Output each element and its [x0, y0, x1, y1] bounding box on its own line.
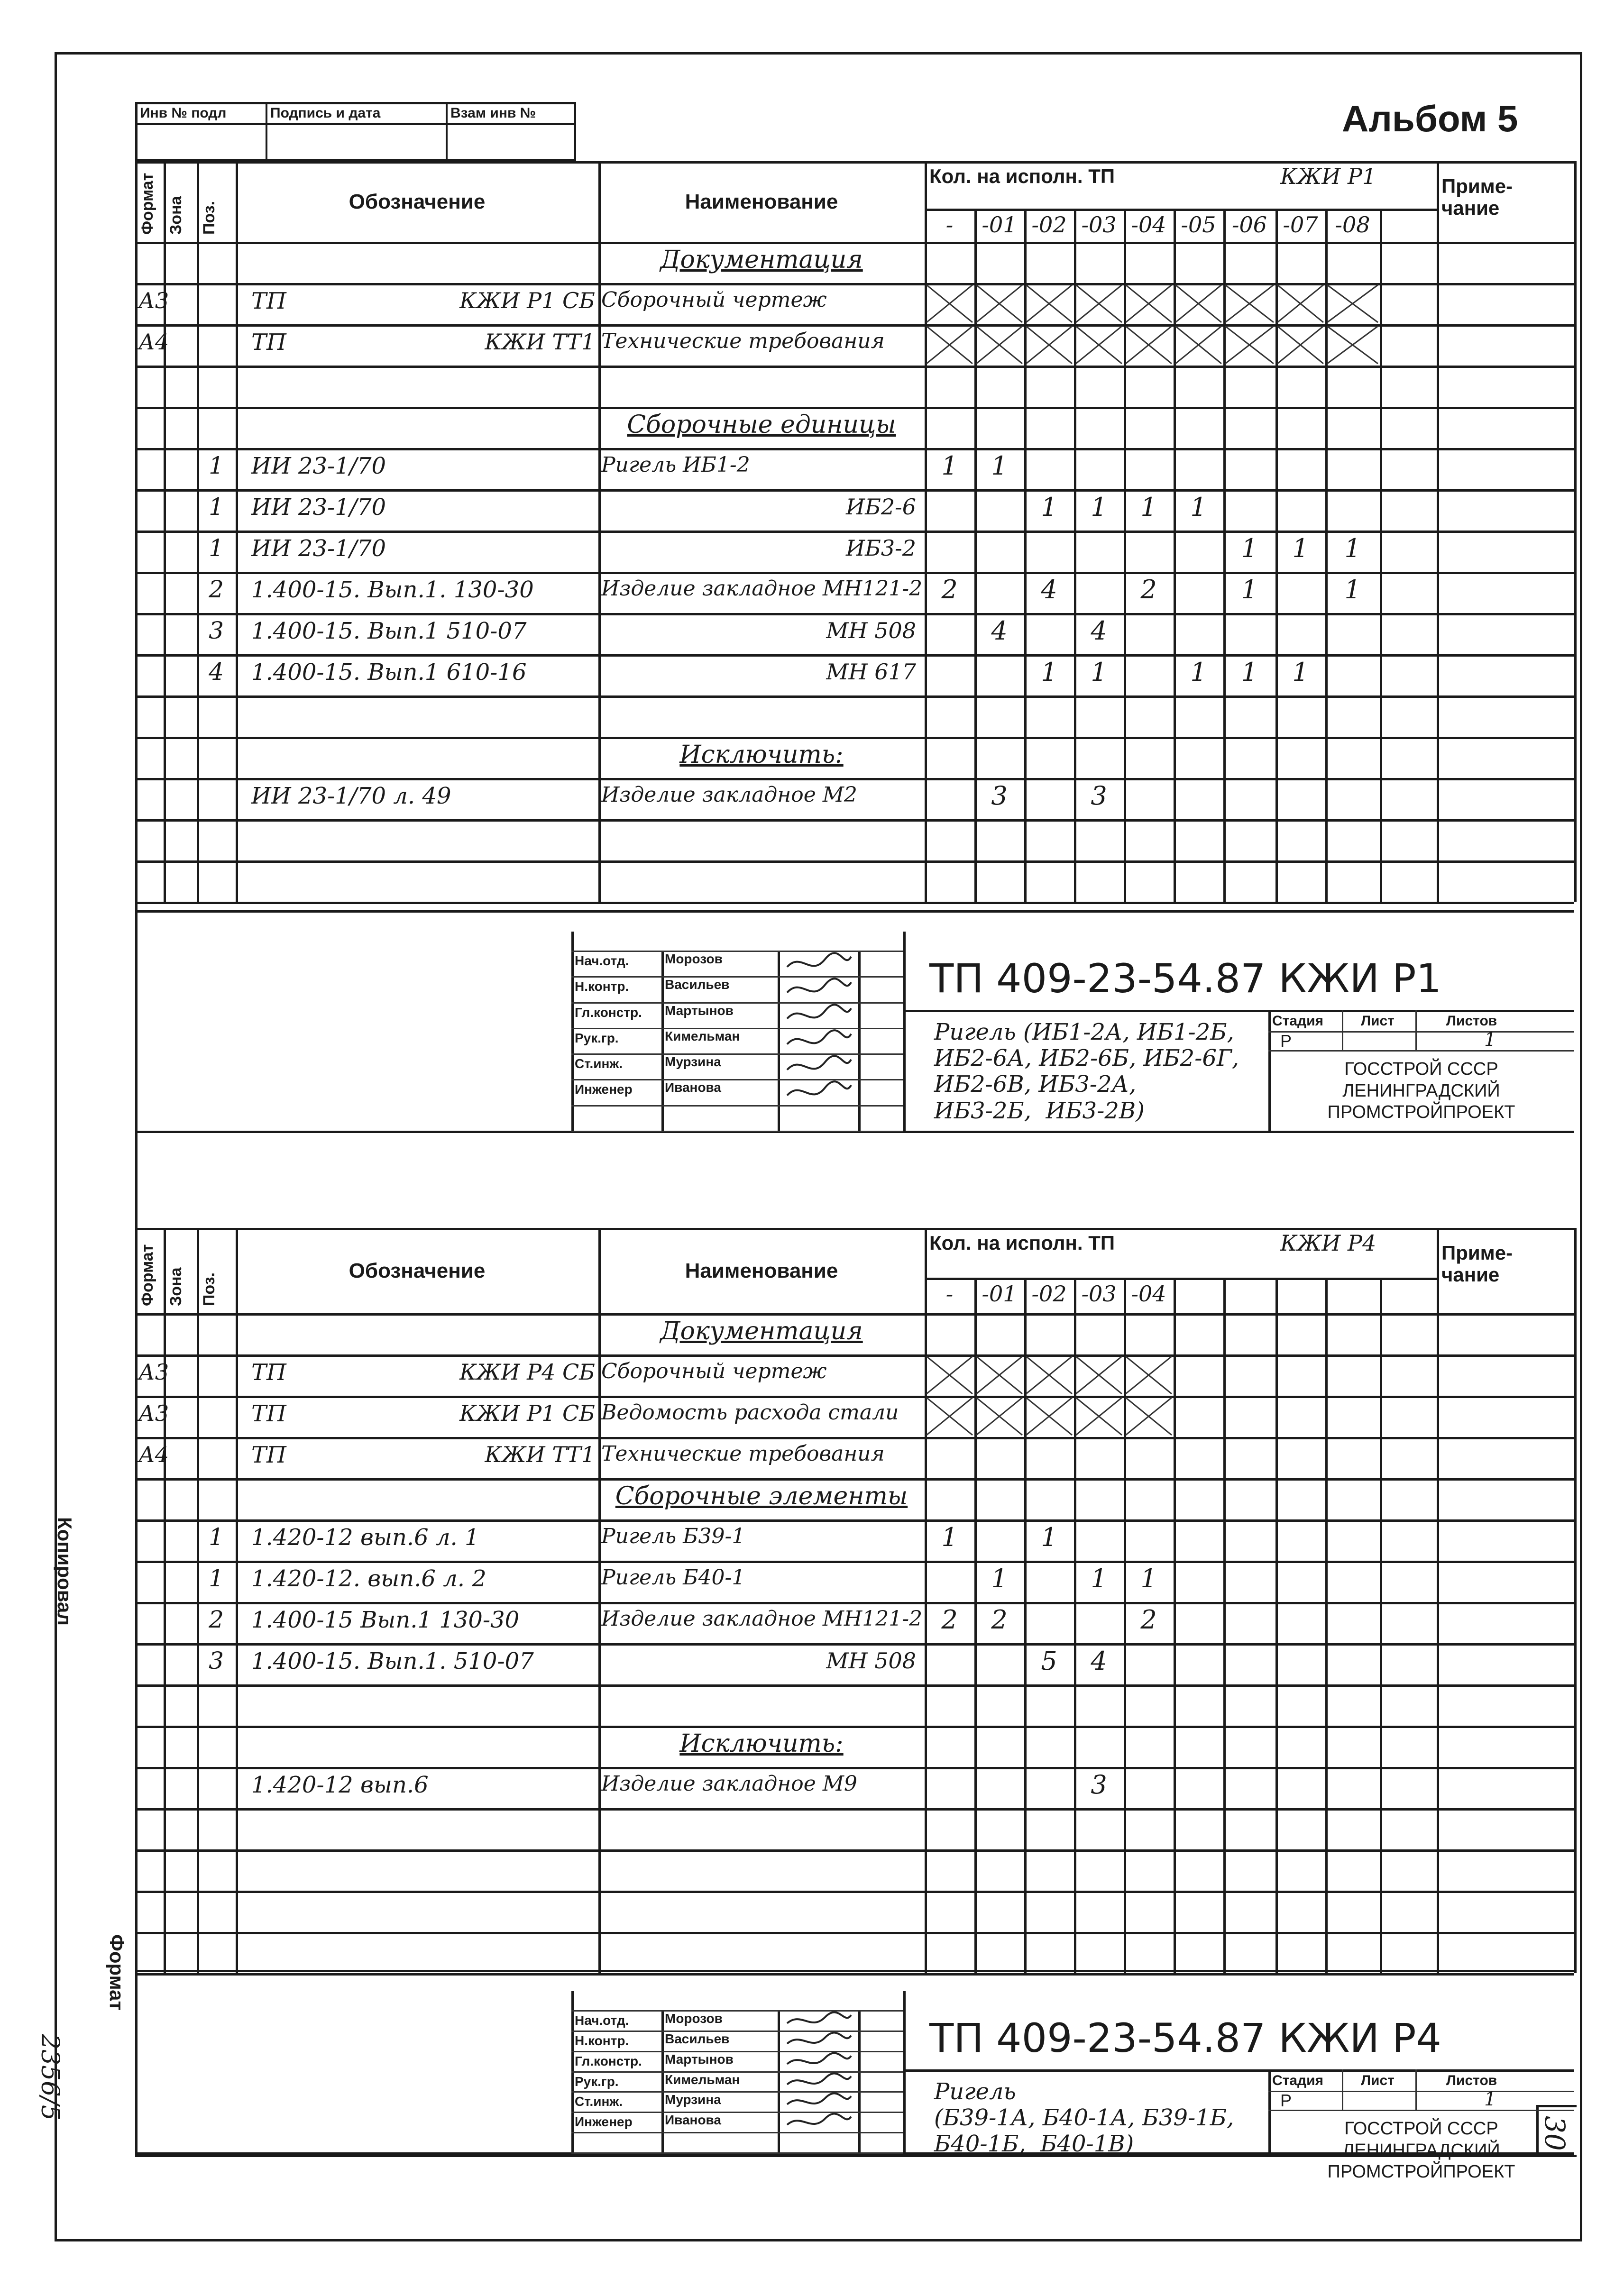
col-format-header: Формат [138, 1244, 156, 1306]
qty-doc: КЖИ Р1 [1280, 164, 1376, 189]
spec-row-line [135, 407, 1574, 409]
row-pos: 2 [209, 576, 224, 603]
crossed-cell [1074, 283, 1124, 324]
spec-col-line [1574, 161, 1577, 902]
spec-col-line [164, 1228, 166, 1973]
qty-cell: 1 [1292, 533, 1309, 563]
qty-cell: 1 [1041, 1522, 1057, 1552]
stamp-line [903, 932, 906, 1131]
row-pos: 1 [209, 452, 224, 479]
section-heading: Сборочные элементы [615, 1482, 908, 1510]
row-name: ИБ2-6 [846, 494, 916, 520]
row-name: Технические требования [601, 1442, 885, 1466]
row-designation-suffix: КЖИ ТТ1 [485, 329, 595, 355]
drawing-title: Ригель (Б39-1А, Б40-1А, Б39-1Б, Б40-1Б, Б40-1В) [934, 2078, 1234, 2158]
stamp-role: Рук.гр. [575, 2074, 619, 2089]
crossed-cell [1275, 283, 1325, 324]
sheets-label: Листов [1446, 1013, 1497, 1029]
qty-cell: 1 [1140, 492, 1157, 522]
stage-label: Стадия [1272, 2073, 1324, 2088]
stamp-person: Мартынов [665, 1003, 734, 1018]
col-name-header: Наименование [685, 1259, 838, 1282]
stamp-line [903, 2069, 1574, 2072]
signature [782, 2011, 853, 2030]
spec-row-line [135, 613, 1574, 615]
row-designation: ТП [251, 1442, 286, 1468]
exec-header: -07 [1283, 212, 1318, 238]
qty-cell: 1 [1041, 492, 1057, 522]
spec-row-line [135, 1396, 1574, 1398]
qty-cell: 3 [1091, 781, 1107, 811]
stamp-role: Гл.констр. [575, 2053, 642, 2068]
page-number: 30 [1539, 2116, 1571, 2151]
qty-cell: 2 [1140, 1605, 1157, 1635]
exec-header: -01 [982, 1281, 1017, 1307]
qty-cell: 1 [941, 1522, 958, 1552]
signature [782, 1054, 853, 1078]
exec-header: -02 [1031, 212, 1067, 238]
crossed-cell [1074, 324, 1124, 366]
exec-header: -03 [1081, 212, 1117, 238]
spec-row-line [135, 1891, 1574, 1893]
spec-row-line [135, 1808, 1574, 1811]
qty-cell: 3 [991, 781, 1008, 811]
qty-cell: 3 [1091, 1770, 1107, 1800]
spec-row-line [135, 448, 1574, 450]
qty-cell: 1 [1041, 657, 1057, 687]
crossed-cell [1124, 283, 1174, 324]
qty-title: Кол. на исполн. ТП [929, 165, 1115, 187]
row-name: Ведомость расхода стали [601, 1400, 899, 1425]
spec-row-line [135, 1932, 1574, 1934]
stamp-person: Кимельман [665, 2072, 740, 2087]
qty-cell: 1 [941, 451, 958, 481]
row-format: А4 [138, 329, 169, 355]
exec-header: - [945, 1281, 954, 1307]
signature [782, 1029, 853, 1052]
stage-label: Стадия [1272, 1013, 1324, 1029]
qty-cell: 1 [1140, 1564, 1157, 1593]
qty-cell: 1 [991, 1564, 1008, 1593]
signature [782, 2092, 853, 2111]
sheet-label: Лист [1361, 2073, 1395, 2088]
exec-header: -03 [1081, 1281, 1117, 1307]
row-designation: 1.400-15. Вып.1. 130-30 [251, 576, 534, 603]
stamp-row-line [571, 2152, 903, 2154]
spec-row-line [135, 860, 1574, 863]
stamp-role: Нач.отд. [575, 953, 629, 968]
stamp-row-line [571, 1002, 903, 1004]
spec-row-line [135, 1767, 1574, 1769]
row-designation: ИИ 23-1/70 [251, 535, 386, 562]
qty-cell: 2 [941, 1605, 958, 1635]
album-label: Альбом 5 [1342, 98, 1518, 139]
qty-cell: 1 [1241, 657, 1258, 687]
row-name: Технические требования [601, 329, 885, 353]
stamp-line [903, 1991, 906, 2152]
col-note-header: Приме- чание [1441, 175, 1513, 220]
signature [782, 2052, 853, 2070]
row-pos: 2 [209, 1606, 224, 1633]
spec-col-line [1275, 1278, 1278, 1973]
row-designation-suffix: КЖИ Р4 СБ [459, 1359, 595, 1385]
row-designation: 1.420-12 вып.6 [251, 1772, 429, 1798]
qty-cell: 4 [1091, 616, 1107, 646]
col-zone-header: Зона [167, 196, 185, 235]
ref-number: 2356/5 [36, 2034, 64, 2121]
exec-header: -05 [1181, 212, 1216, 238]
stamp-row-line [571, 1079, 903, 1080]
crossed-cell [974, 324, 1024, 366]
row-designation-suffix: КЖИ ТТ1 [485, 1442, 595, 1467]
spec-col-line [197, 1228, 199, 1973]
crossed-cell [1024, 283, 1074, 324]
qty-cell: 1 [1091, 1564, 1107, 1593]
qty-title: Кол. на исполн. ТП [929, 1232, 1115, 1254]
crossed-cell [1223, 283, 1275, 324]
spec-row-line [135, 1726, 1574, 1728]
section-heading: Документация [660, 246, 863, 274]
row-designation: 1.400-15. Вып.1. 510-07 [251, 1648, 534, 1674]
row-name: Ригель ИБ1-2 [601, 453, 750, 477]
spec-row-line [135, 1437, 1574, 1439]
stamp-line [1415, 2069, 1417, 2110]
stamp-row-line [571, 2051, 903, 2052]
exec-header: -04 [1131, 212, 1166, 238]
spec-row-line [135, 1478, 1574, 1481]
spec-col-line [1574, 1228, 1577, 1973]
qty-cell: 1 [1344, 575, 1361, 604]
format-label: Формат [106, 1934, 128, 2011]
qty-cell: 2 [941, 575, 958, 604]
stamp-line [903, 1010, 1574, 1012]
spec-row-line [135, 1519, 1574, 1522]
qty-cell: 4 [1091, 1646, 1107, 1676]
stamp-role: Н.контр. [575, 979, 629, 994]
stamp-line [1268, 1050, 1574, 1052]
spec-col-line [925, 1228, 927, 1973]
row-name: МН 617 [826, 659, 916, 685]
organization: ГОССТРОЙ СССР ЛЕНИНГРАДСКИЙ ПРОМСТРОЙПРОЕКТ [1327, 1059, 1515, 1123]
spec-col-line [236, 1228, 238, 1973]
stamp-line [1268, 2091, 1574, 2092]
row-designation: ТП [251, 329, 286, 356]
stamp-row-line [571, 951, 903, 952]
qty-doc: КЖИ Р4 [1280, 1230, 1376, 1256]
exec-header: -04 [1131, 1281, 1166, 1307]
spec-row-line [135, 242, 1574, 244]
stamp-person: Мартынов [665, 2051, 734, 2067]
spec-row-line [135, 366, 1574, 368]
document-code: ТП 409-23-54.87 КЖИ Р1 [929, 955, 1441, 1002]
spec-row-line [135, 489, 1574, 492]
document-code: ТП 409-23-54.87 КЖИ Р4 [929, 2015, 1441, 2061]
crossed-cell [974, 283, 1024, 324]
stamp-role: Нач.отд. [575, 2013, 629, 2028]
col-designation-header: Обозначение [349, 190, 486, 213]
spec-col-line [1223, 1278, 1226, 1973]
row-name: Изделие закладное МН121-2 [601, 576, 923, 601]
stamp-role: Ст.инж. [575, 1056, 623, 1071]
col-pos-header: Поз. [200, 201, 218, 235]
row-name: Изделие закладное М2 [601, 783, 857, 807]
spec-row-line [135, 1313, 1574, 1316]
stamp-role: Ст.инж. [575, 2094, 623, 2109]
crossed-cell [1223, 324, 1275, 366]
signature [782, 951, 853, 975]
stage-value: Р [1280, 2091, 1292, 2110]
qty-cell: 1 [1091, 492, 1107, 522]
spec-row-line [135, 1354, 1574, 1357]
stamp-row-line [571, 2010, 903, 2012]
crossed-cell [1124, 324, 1174, 366]
crossed-cell [1124, 1354, 1174, 1396]
inv-no-label: Инв № подл [140, 105, 227, 121]
stamp-role: Инженер [575, 1082, 633, 1097]
crossed-cell [1174, 283, 1223, 324]
crossed-cell [1074, 1396, 1124, 1437]
col-designation-header: Обозначение [349, 1259, 486, 1282]
qty-cell: 1 [991, 451, 1008, 481]
spec-col-line [1174, 1278, 1176, 1973]
stamp-row-line [571, 2132, 903, 2133]
stamp-person: Мурзина [665, 1054, 721, 1070]
stamp-line [1342, 2069, 1343, 2110]
stamp-person: Васильев [665, 977, 730, 992]
crossed-cell [1275, 324, 1325, 366]
drawing-title: Ригель (ИБ1-2А, ИБ1-2Б, ИБ2-6А, ИБ2-6Б, ИБ2-6Г, ИБ2-6В, ИБ3-2А, ИБ3-2Б, ИБ3-2В) [934, 1019, 1239, 1124]
crossed-cell [974, 1354, 1024, 1396]
row-name: Ригель Б40-1 [601, 1565, 745, 1590]
crossed-cell [974, 1396, 1024, 1437]
qty-cell: 5 [1041, 1646, 1057, 1676]
stamp-row-line [571, 2112, 903, 2113]
row-name: ИБ3-2 [846, 535, 916, 561]
signature [782, 2113, 853, 2131]
spec-head-split [925, 1278, 1437, 1280]
row-name: Изделие закладное МН121-2 [601, 1607, 923, 1631]
crossed-cell [925, 1354, 974, 1396]
spec-row-line [135, 1643, 1574, 1646]
sign-date-label: Подпись и дата [270, 105, 381, 121]
crossed-cell [925, 324, 974, 366]
qty-cell: 2 [991, 1605, 1008, 1635]
sheets-value: 1 [1484, 2088, 1496, 2110]
spec-row-line [135, 902, 1574, 904]
row-designation-suffix: КЖИ Р1 СБ [459, 1400, 595, 1426]
stamp-role: Рук.гр. [575, 1030, 619, 1045]
col-zone-header: Зона [167, 1267, 185, 1306]
row-designation: 1.400-15 Вып.1 130-30 [251, 1607, 520, 1633]
stamp-left-line [571, 932, 574, 1131]
exec-header: -02 [1031, 1281, 1067, 1307]
stamp-line [1268, 1031, 1574, 1033]
exec-header: -08 [1335, 212, 1370, 238]
qty-cell: 1 [1241, 575, 1258, 604]
signature [782, 977, 853, 1001]
qty-cell: 4 [991, 616, 1008, 646]
row-pos: 1 [209, 493, 224, 521]
stamp-row-line [571, 1131, 903, 1132]
col-name-header: Наименование [685, 190, 838, 213]
row-format: А3 [138, 1359, 169, 1385]
spec-row-line [135, 1973, 1574, 1976]
replace-inv-label: Взам инв № [450, 105, 536, 121]
row-designation: 1.420-12 вып.6 л. 1 [251, 1524, 479, 1551]
row-format: А3 [138, 288, 169, 313]
qty-cell: 1 [1344, 533, 1361, 563]
qty-cell: 1 [1190, 657, 1207, 687]
spec-row-line [135, 695, 1574, 698]
crossed-cell [925, 1396, 974, 1437]
crossed-cell [1325, 283, 1380, 324]
row-designation-suffix: КЖИ Р1 СБ [459, 288, 595, 313]
stamp-line [1268, 2110, 1574, 2111]
row-pos: 1 [209, 1564, 224, 1592]
section-heading: Документация [660, 1317, 863, 1345]
spec-row-line [135, 819, 1574, 822]
organization: ГОССТРОЙ СССР ЛЕНИНГРАДСКИЙ ПРОМСТРОЙПРОЕКТ [1327, 2119, 1515, 2182]
crossed-cell [1024, 1396, 1074, 1437]
spec-col-line [1325, 1278, 1328, 1973]
stamp-line [1415, 1010, 1417, 1050]
section-heading: Исключить: [679, 741, 844, 769]
col-pos-header: Поз. [200, 1272, 218, 1306]
col-format-header: Формат [138, 173, 156, 235]
signature [782, 1080, 853, 1104]
spec-col-line [1437, 1228, 1439, 1973]
spec-row-line [135, 1849, 1574, 1852]
crossed-cell [1074, 1354, 1124, 1396]
stamp-person: Иванова [665, 1080, 721, 1095]
spec-row-line [135, 654, 1574, 657]
crossed-cell [925, 283, 974, 324]
stamp-person: Морозов [665, 951, 723, 966]
row-pos: 1 [209, 1523, 224, 1551]
row-designation: ТП [251, 288, 286, 314]
section-heading: Исключить: [679, 1729, 844, 1758]
stamp-row-line [571, 2031, 903, 2032]
row-name: Сборочный чертеж [601, 1359, 827, 1383]
qty-cell: 1 [1091, 657, 1107, 687]
row-designation: 1.400-15. Вып.1 510-07 [251, 618, 527, 644]
spec-head-split [925, 209, 1437, 211]
row-pos: 1 [209, 534, 224, 562]
band-line [135, 910, 1574, 913]
spec-col-line [1380, 1278, 1382, 1973]
stamp-role: Н.контр. [575, 2033, 629, 2048]
stamp-role: Гл.констр. [575, 1005, 642, 1020]
qty-cell: 1 [1241, 533, 1258, 563]
signature [782, 2072, 853, 2091]
sheets-value: 1 [1484, 1029, 1496, 1051]
stamp-row-line [571, 1053, 903, 1055]
row-name: Изделие закладное М9 [601, 1772, 857, 1796]
signature [782, 2031, 853, 2050]
row-designation: 1.420-12. вып.6 л. 2 [251, 1565, 486, 1592]
band-line [135, 1970, 1574, 1972]
stamp-person: Мурзина [665, 2092, 721, 2107]
sheets-label: Листов [1446, 2073, 1497, 2088]
stamp-person: Морозов [665, 2011, 723, 2026]
qty-cell: 4 [1041, 575, 1057, 604]
qty-cell: 1 [1292, 657, 1309, 687]
spec-row-line [135, 737, 1574, 739]
exec-header: -06 [1231, 212, 1267, 238]
crossed-cell [1024, 1354, 1074, 1396]
crossed-cell [1325, 324, 1380, 366]
stamp-row-line [571, 1105, 903, 1107]
spec-col-line [1380, 209, 1382, 902]
qty-cell: 2 [1140, 575, 1157, 604]
spec-row-line [135, 1684, 1574, 1687]
stamp-line [1342, 1010, 1343, 1050]
row-pos: 3 [209, 1647, 224, 1674]
row-name: Ригель Б39-1 [601, 1524, 745, 1548]
crossed-cell [1024, 324, 1074, 366]
stamp-row-line [571, 2091, 903, 2093]
spec-row-line [135, 1561, 1574, 1563]
signature [782, 1003, 853, 1027]
exec-header: - [945, 212, 954, 238]
stamp-row-line [571, 976, 903, 978]
row-designation: ИИ 23-1/70 [251, 494, 386, 521]
stamp-role: Инженер [575, 2114, 633, 2130]
spec-row-line [135, 778, 1574, 780]
crossed-cell [1124, 1396, 1174, 1437]
stamp-person: Васильев [665, 2031, 730, 2046]
stamp-person: Иванова [665, 2113, 721, 2128]
col-note-header: Приме- чание [1441, 1242, 1513, 1286]
inventory-header [135, 102, 576, 161]
spec-col-line [135, 1228, 138, 1973]
exec-header: -01 [982, 212, 1017, 238]
row-pos: 3 [209, 617, 224, 644]
stamp-person: Кимельман [665, 1028, 740, 1043]
row-name: Сборочный чертеж [601, 288, 827, 312]
section-heading: Сборочные единицы [627, 411, 896, 439]
spec-row-line [135, 572, 1574, 574]
row-pos: 4 [209, 658, 224, 686]
row-name: МН 508 [826, 1648, 916, 1674]
row-format: А3 [138, 1400, 169, 1426]
row-designation: ТП [251, 1359, 286, 1386]
spec-row-line [135, 1602, 1574, 1604]
row-name: МН 508 [826, 618, 916, 643]
sheet-label: Лист [1361, 1013, 1395, 1029]
stage-value: Р [1280, 1031, 1292, 1051]
spec-row-line [135, 531, 1574, 533]
row-designation: ИИ 23-1/70 л. 49 [251, 783, 451, 809]
row-designation: ИИ 23-1/70 [251, 453, 386, 479]
copied-label: Копировал [54, 1517, 76, 1626]
crossed-cell [1174, 324, 1223, 366]
row-designation: ТП [251, 1400, 286, 1427]
qty-cell: 1 [1190, 492, 1207, 522]
row-designation: 1.400-15. Вып.1 610-16 [251, 659, 527, 686]
row-format: А4 [138, 1442, 169, 1467]
